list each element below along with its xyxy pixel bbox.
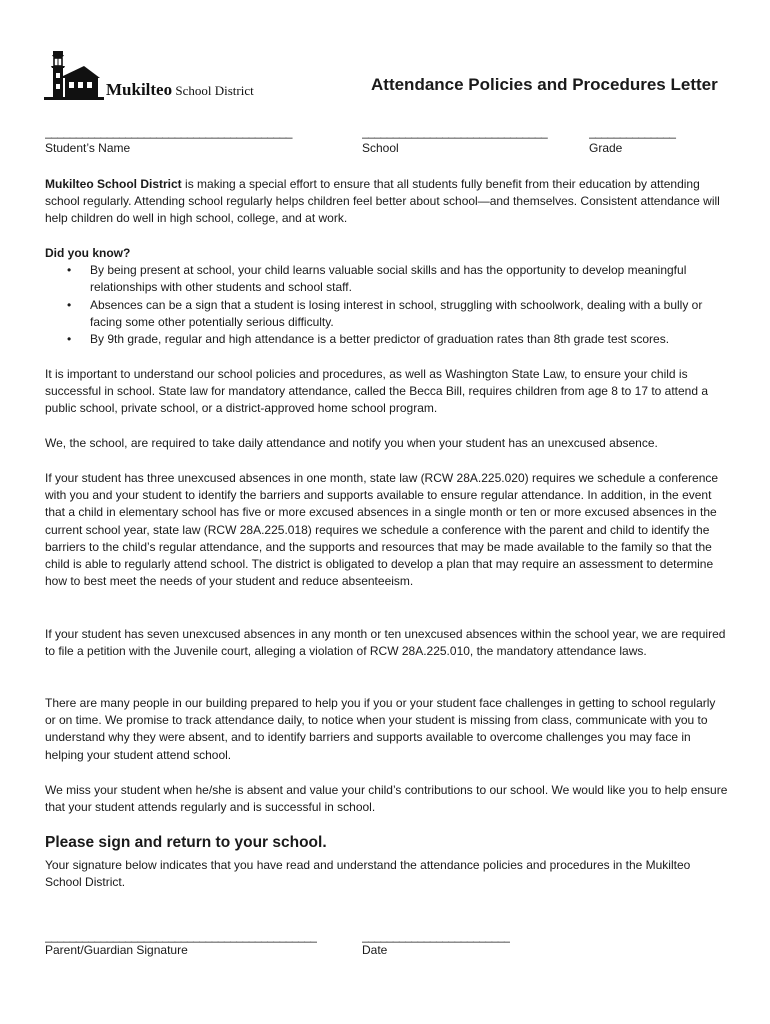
list-item-text: By being present at school, your child learns valuable social skills and has the opportunity to develop meaningful relationships with other students and school staff. [90, 263, 687, 295]
date-line[interactable]: ________________________ [362, 929, 510, 943]
paragraph-text: If your student has seven unexcused absences in any month or ten unexcused absences within the school year, we are required to file a petition with the Juvenile court, alleging a violation of RCW 28A.225.010, the mandatory attendance laws. [45, 627, 726, 659]
state-law-paragraph [45, 366, 729, 418]
school-label: School [362, 141, 399, 155]
grade-label: Grade [589, 141, 623, 155]
did-you-know-list [45, 262, 729, 348]
paragraph-text: We miss your student when he/she is absent and value your child’s contributions to our school. We would like you to help ensure that your student attends regularly and is successful in school. [45, 783, 728, 815]
closing-paragraph [45, 782, 729, 816]
parent-signature-label: Parent/Guardian Signature [45, 943, 188, 957]
student-name-label: Student’s Name [45, 141, 131, 155]
list-item [45, 297, 729, 331]
bullet-icon: • [67, 297, 72, 312]
grade-line[interactable]: ______________ [589, 125, 676, 139]
intro-district-name: Mukilteo School District [45, 177, 182, 191]
list-item-text: Absences can be a sign that a student is losing interest in school, struggling with schoolwork, dealing with a bully or facing some other potentially serious difficulty. [90, 297, 703, 329]
page-title: Attendance Policies and Procedures Letter [371, 75, 718, 94]
sign-heading: Please sign and return to your school. [45, 834, 327, 851]
bullet-icon: • [67, 263, 72, 278]
conference-paragraph [45, 470, 729, 590]
paragraph-text: There are many people in our building prepared to help you if you or your student face challenges in getting to school regularly or on time. We promise to track attendance daily, to notice when your student is missing from class, communicate with you to understand why they were absent, and to identify barriers and supports available to overcome challenges you may face in helping your student attend school. [45, 696, 716, 762]
support-paragraph [45, 695, 729, 764]
paragraph-text: We, the school, are required to take daily attendance and notify you when your student has an unexcused absence. [45, 436, 658, 450]
paragraph-text: Your signature below indicates that you have read and understand the attendance policies and procedures in the Mukilteo School District. [45, 858, 691, 890]
student-name-line[interactable]: ________________________________________ [45, 125, 292, 139]
did-you-know-heading: Did you know? [45, 246, 131, 260]
petition-paragraph [45, 626, 729, 660]
paragraph-text: If your student has three unexcused absences in one month, state law (RCW 28A.225.020) requires we schedule a conference with you and your student to identify the barriers and supports available to ensure regular attendance. In addition, in the event that a child in elementary school has five or more excused absences in a single month or ten or more excused absences in the current school year, state law (RCW 28A.225.018) requires we schedule a conference with the parent and child to identify the barriers to the child’s regular attendance, and the supports and resources that may be made available to the family so that the child is able to regularly attend school. The district is obligated to develop a plan that may require an assessment to determine how to best meet the needs of your student and reduce absenteeism. [45, 471, 719, 589]
logo-wordmark [106, 80, 254, 100]
paragraph-text: It is important to understand our school policies and procedures, as well as Washington State Law, to ensure your child is successful in school. State law for mandatory attendance, called the Becca Bill, requires children from age 8 to 17 to attend a public school, private school, or a district-approved home school program. [45, 367, 709, 416]
bullet-icon: • [67, 332, 72, 347]
list-item [45, 331, 729, 348]
logo-wordmark-rest: School District [172, 83, 254, 98]
list-item-text: By 9th grade, regular and high attendance is a better predictor of graduation rates than 8th grade test scores. [90, 332, 670, 347]
list-item [45, 262, 729, 296]
district-logo [44, 48, 274, 100]
sign-instructions [45, 857, 729, 891]
intro-paragraph [45, 176, 729, 228]
daily-attendance-paragraph [45, 435, 729, 452]
parent-signature-line[interactable]: ____________________________________________ [45, 929, 317, 943]
school-line[interactable]: ______________________________ [362, 125, 548, 139]
lighthouse-icon [44, 48, 104, 100]
did-you-know-section [45, 245, 729, 348]
intro-text: is making a special effort to ensure that all students fully benefit from their education by attending school regularly. Attending school regularly helps children feel better about school—and themselves. Consistent attendance will help children do well in high school, college, and at work. [45, 177, 720, 226]
logo-wordmark-bold: Mukilteo [106, 80, 173, 99]
date-label: Date [362, 943, 388, 957]
